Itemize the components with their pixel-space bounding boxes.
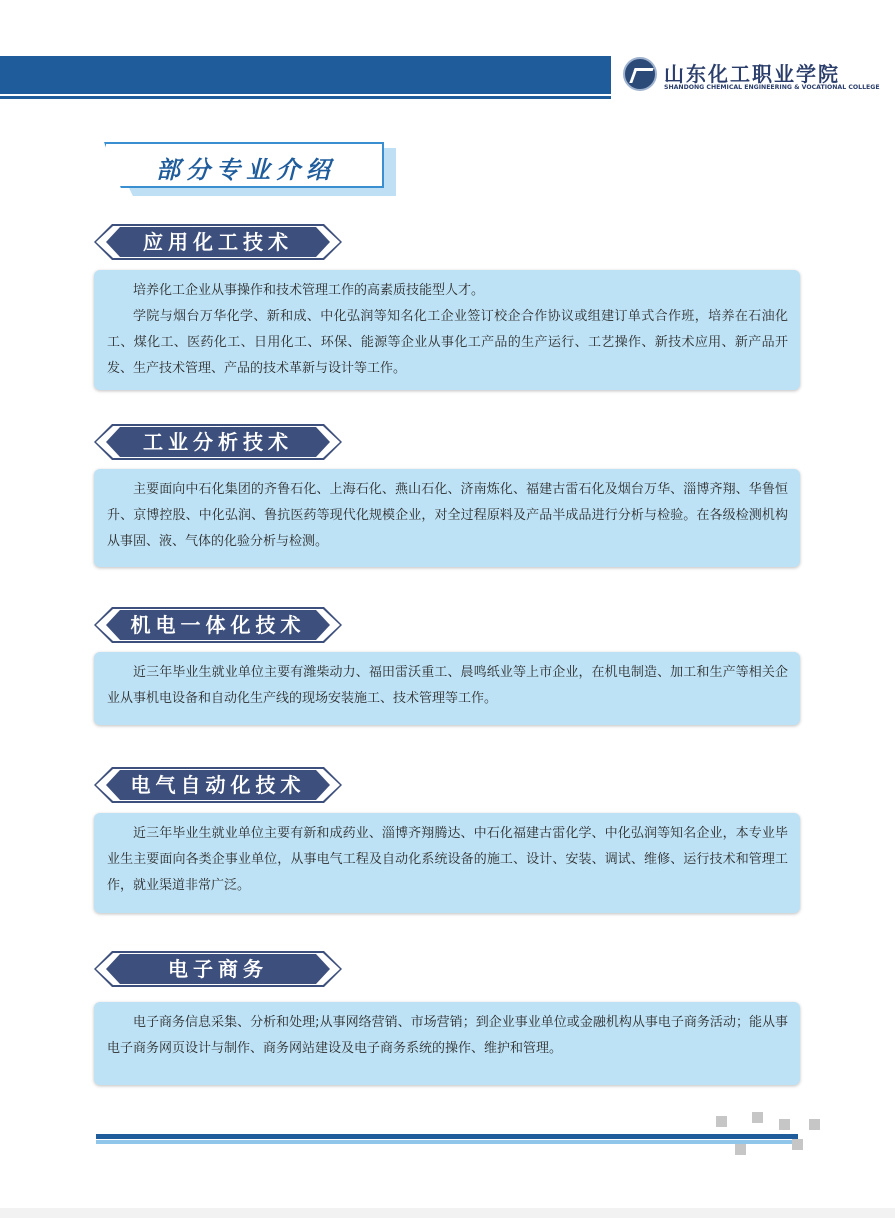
footer-line-light (96, 1140, 796, 1144)
section-title: 电气自动化技术 (130, 773, 306, 797)
logo-english-name: SHANDONG CHEMICAL ENGINEERING & VOCATIONAL COLLEGE (664, 84, 880, 91)
decor-square (716, 1116, 727, 1127)
section-content-3 (94, 652, 800, 725)
section-paragraph: 培养化工企业从事操作和技术管理工作的高素质技能型人才。 (133, 283, 485, 298)
section-title-badge (94, 767, 342, 803)
decor-square (779, 1119, 790, 1130)
section-title-badge (94, 607, 342, 643)
section-title: 机电一体化技术 (130, 613, 306, 637)
section-paragraph: 电子商务信息采集、分析和处理;从事网络营销、市场营销；到企业事业单位或金融机构从事电子商务活动；能从事电子商务网页设计与制作、商务网站建设及电子商务系统的操作、维护和管理。 (107, 1015, 788, 1056)
footer-line (96, 1134, 798, 1139)
section-content-1 (94, 270, 800, 390)
section-content-5 (94, 1002, 800, 1085)
section-paragraph: 学院与烟台万华化学、新和成、中化弘润等知名化工企业签订校企合作协议或组建订单式合作班，培养在石油化工、煤化工、医药化工、日用化工、环保、能源等企业从事化工产品的生产运行、工艺操作、新技术应用、新产品开发、生产技术管理、产品的技术革新与设计等工作。 (107, 309, 788, 376)
college-emblem-icon (623, 57, 657, 91)
section-title: 应用化工技术 (143, 230, 293, 254)
main-title: 部分专业介绍 (156, 156, 336, 184)
section-paragraph: 主要面向中石化集团的齐鲁石化、上海石化、燕山石化、济南炼化、福建古雷石化及烟台万华、淄博齐翔、华鲁恒升、京博控股、中化弘润、鲁抗医药等现代化规模企业，对全过程原料及产品半成品进行分析与检验。在各级检测机构从事固、液、气体的化验分析与检测。 (107, 482, 788, 549)
decor-square (809, 1119, 820, 1130)
section-title: 工业分析技术 (143, 430, 293, 454)
section-paragraph: 近三年毕业生就业单位主要有潍柴动力、福田雷沃重工、晨鸣纸业等上市企业，在机电制造、加工和生产等相关企业从事机电设备和自动化生产线的现场安装施工、技术管理等工作。 (107, 665, 788, 706)
page-bottom-strip (0, 1208, 895, 1218)
decor-square (735, 1144, 746, 1155)
section-title-badge (94, 951, 342, 987)
section-paragraph: 近三年毕业生就业单位主要有新和成药业、淄博齐翔腾达、中石化福建古雷化学、中化弘润等知名企业，本专业毕业生主要面向各类企事业单位，从事电气工程及自动化系统设备的施工、设计、安装、调试、维修、运行技术和管理工作，就业渠道非常广泛。 (107, 826, 788, 893)
section-title: 电子商务 (168, 957, 268, 981)
section-content-2 (94, 469, 800, 567)
main-title-banner (104, 142, 396, 196)
section-content-4 (94, 813, 800, 913)
section-title-badge (94, 424, 342, 460)
decor-square (752, 1112, 763, 1123)
logo-chinese-name: 山东化工职业学院 (664, 62, 840, 86)
section-title-badge (94, 224, 342, 260)
decor-square (792, 1139, 803, 1150)
